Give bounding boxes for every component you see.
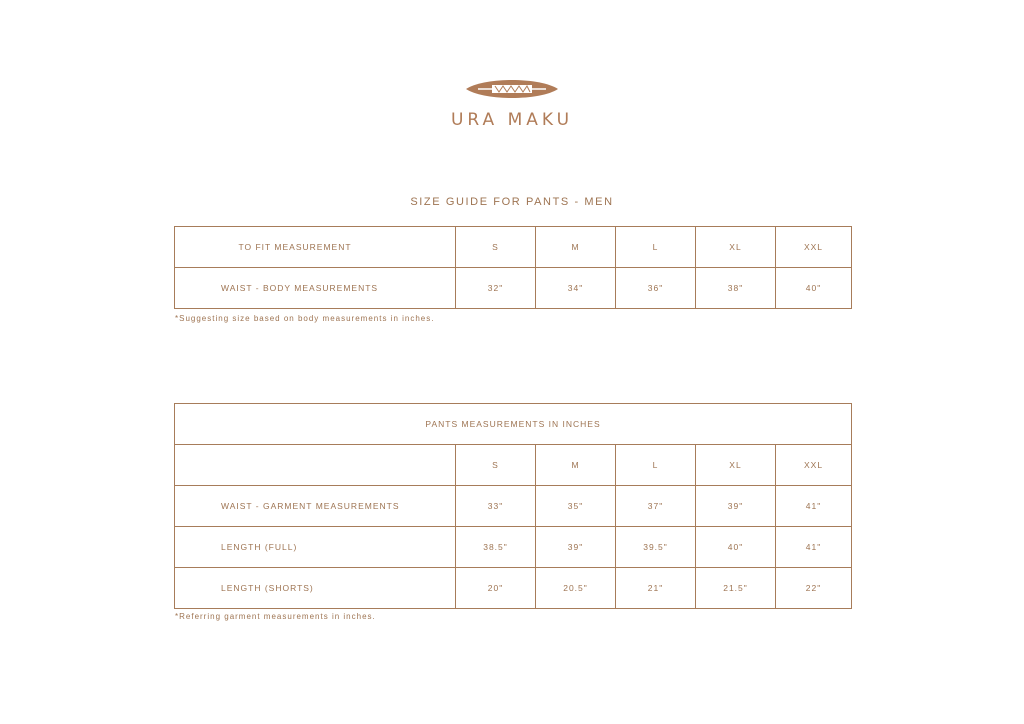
size-header: L — [616, 227, 696, 268]
size-header: S — [456, 227, 536, 268]
row-label: WAIST - GARMENT MEASUREMENTS — [175, 486, 456, 527]
brand-name: URA MAKU — [450, 110, 574, 130]
table-cell: 36" — [616, 268, 696, 309]
row-label: LENGTH (SHORTS) — [175, 568, 456, 609]
table-row — [175, 486, 852, 527]
table-title: PANTS MEASUREMENTS IN INCHES — [175, 404, 852, 445]
table-cell: 33" — [456, 486, 536, 527]
row-label: WAIST - BODY MEASUREMENTS — [175, 268, 456, 309]
brand-logo — [0, 76, 1024, 130]
size-header: M — [536, 445, 616, 486]
table-cell: 39.5" — [616, 527, 696, 568]
table-cell: 35" — [536, 486, 616, 527]
body-measurement-note: *Suggesting size based on body measurements in inches. — [175, 314, 435, 323]
size-header: S — [456, 445, 536, 486]
table-cell: 40" — [776, 268, 852, 309]
table-cell: 41" — [776, 527, 852, 568]
body-measurement-table — [174, 226, 852, 309]
table-cell: 38.5" — [456, 527, 536, 568]
size-header: M — [536, 227, 616, 268]
table-row — [175, 404, 852, 445]
size-header: XXL — [776, 227, 852, 268]
table-cell: 34" — [536, 268, 616, 309]
garment-measurement-table — [174, 403, 852, 609]
empty-header-cell — [175, 445, 456, 486]
header-label: TO FIT MEASUREMENT — [175, 227, 456, 268]
table-row — [175, 268, 852, 309]
table-cell: 21" — [616, 568, 696, 609]
table-row — [175, 227, 852, 268]
size-header: L — [616, 445, 696, 486]
table-cell: 20.5" — [536, 568, 616, 609]
garment-measurement-note: *Referring garment measurements in inches. — [175, 612, 376, 621]
row-label: LENGTH (FULL) — [175, 527, 456, 568]
table-cell: 22" — [776, 568, 852, 609]
table-cell: 32" — [456, 268, 536, 309]
table-cell: 39" — [696, 486, 776, 527]
table-cell: 20" — [456, 568, 536, 609]
canoe-logo-icon — [464, 76, 560, 102]
table-row — [175, 568, 852, 609]
table-cell: 21.5" — [696, 568, 776, 609]
table-cell: 37" — [616, 486, 696, 527]
table-row — [175, 527, 852, 568]
size-header: XL — [696, 227, 776, 268]
table-row — [175, 445, 852, 486]
page-title: SIZE GUIDE FOR PANTS - MEN — [410, 196, 614, 208]
table-cell: 40" — [696, 527, 776, 568]
size-header: XL — [696, 445, 776, 486]
table-cell: 38" — [696, 268, 776, 309]
table-cell: 39" — [536, 527, 616, 568]
size-header: XXL — [776, 445, 852, 486]
table-cell: 41" — [776, 486, 852, 527]
